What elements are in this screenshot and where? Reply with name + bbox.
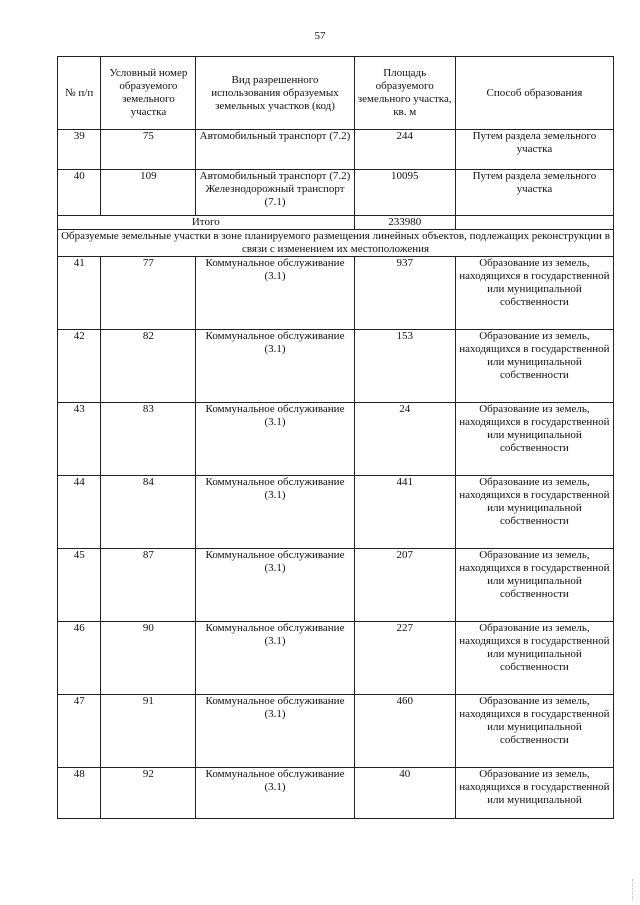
cell-permitted-use: Коммунальное обслуживание (3.1)	[196, 257, 354, 330]
cell-permitted-use: Коммунальное обслуживание (3.1)	[196, 549, 354, 622]
cell-conditional-number: 82	[101, 330, 196, 403]
cell-num: 48	[58, 768, 101, 819]
header-permitted-use: Вид разрешенного использования образуемых земельных участков (код)	[196, 57, 354, 130]
cell-area: 207	[354, 549, 455, 622]
total-row	[58, 216, 614, 230]
header-conditional-number: Условный номер образуемого земельного участка	[101, 57, 196, 130]
page-number: 57	[314, 30, 326, 42]
scan-edge-mark	[632, 879, 636, 899]
cell-method: Путем раздела земельного участка	[455, 130, 613, 170]
cell-method: Образование из земель, находящихся в государственной или муниципальной собственности	[455, 476, 613, 549]
table-row	[58, 330, 614, 403]
cell-num: 43	[58, 403, 101, 476]
table-row	[58, 476, 614, 549]
table-row	[58, 768, 614, 819]
cell-conditional-number: 90	[101, 622, 196, 695]
cell-permitted-use: Коммунальное обслуживание (3.1)	[196, 768, 354, 819]
cell-method: Образование из земель, находящихся в государственной или муниципальной собственности	[455, 622, 613, 695]
cell-area: 227	[354, 622, 455, 695]
cell-method: Образование из земель, находящихся в государственной или муниципальной собственности	[455, 330, 613, 403]
cell-num: 42	[58, 330, 101, 403]
header-method: Способ образования	[455, 57, 613, 130]
table-row	[58, 695, 614, 768]
cell-conditional-number: 87	[101, 549, 196, 622]
table-row	[58, 622, 614, 695]
cell-area: 460	[354, 695, 455, 768]
cell-method: Образование из земель, находящихся в государственной или муниципальной собственности	[455, 403, 613, 476]
cell-area: 40	[354, 768, 455, 819]
cell-area: 153	[354, 330, 455, 403]
table-row	[58, 170, 614, 216]
cell-conditional-number: 75	[101, 130, 196, 170]
cell-method: Образование из земель, находящихся в государственной или муниципальной	[455, 768, 613, 819]
table-row	[58, 257, 614, 330]
table-header-row	[58, 57, 614, 130]
cell-conditional-number: 92	[101, 768, 196, 819]
cell-method: Образование из земель, находящихся в государственной или муниципальной собственности	[455, 257, 613, 330]
table-row	[58, 549, 614, 622]
cell-num: 45	[58, 549, 101, 622]
section-header-row	[58, 230, 614, 257]
header-num: № п/п	[58, 57, 101, 130]
cell-area: 10095	[354, 170, 455, 216]
cell-method: Образование из земель, находящихся в государственной или муниципальной собственности	[455, 695, 613, 768]
cell-conditional-number: 83	[101, 403, 196, 476]
section-title: Образуемые земельные участки в зоне планируемого размещения линейных объектов, подлежащих реконструкции в связи с изменением их местоположения	[58, 230, 614, 257]
cell-permitted-use: Коммунальное обслуживание (3.1)	[196, 622, 354, 695]
cell-area: 937	[354, 257, 455, 330]
cell-conditional-number: 77	[101, 257, 196, 330]
cell-num: 47	[58, 695, 101, 768]
cell-permitted-use: Коммунальное обслуживание (3.1)	[196, 695, 354, 768]
cell-conditional-number: 109	[101, 170, 196, 216]
cell-num: 41	[58, 257, 101, 330]
land-plots-table	[57, 56, 614, 819]
cell-area: 24	[354, 403, 455, 476]
table-row	[58, 403, 614, 476]
cell-area: 441	[354, 476, 455, 549]
cell-area: 244	[354, 130, 455, 170]
cell-permitted-use: Автомобильный транспорт (7.2)	[196, 130, 354, 170]
total-area: 233980	[354, 216, 455, 230]
total-label: Итого	[58, 216, 355, 230]
cell-method: Образование из земель, находящихся в государственной или муниципальной собственности	[455, 549, 613, 622]
cell-method: Путем раздела земельного участка	[455, 170, 613, 216]
cell-num: 39	[58, 130, 101, 170]
header-area: Площадь образуемого земельного участка, кв. м	[354, 57, 455, 130]
cell-num: 46	[58, 622, 101, 695]
table-row	[58, 130, 614, 170]
cell-permitted-use: Коммунальное обслуживание (3.1)	[196, 403, 354, 476]
cell-conditional-number: 84	[101, 476, 196, 549]
cell-conditional-number: 91	[101, 695, 196, 768]
cell-num: 44	[58, 476, 101, 549]
cell-permitted-use: Коммунальное обслуживание (3.1)	[196, 476, 354, 549]
cell-permitted-use: Автомобильный транспорт (7.2) Железнодорожный транспорт (7.1)	[196, 170, 354, 216]
cell-num: 40	[58, 170, 101, 216]
cell-permitted-use: Коммунальное обслуживание (3.1)	[196, 330, 354, 403]
total-empty	[455, 216, 613, 230]
